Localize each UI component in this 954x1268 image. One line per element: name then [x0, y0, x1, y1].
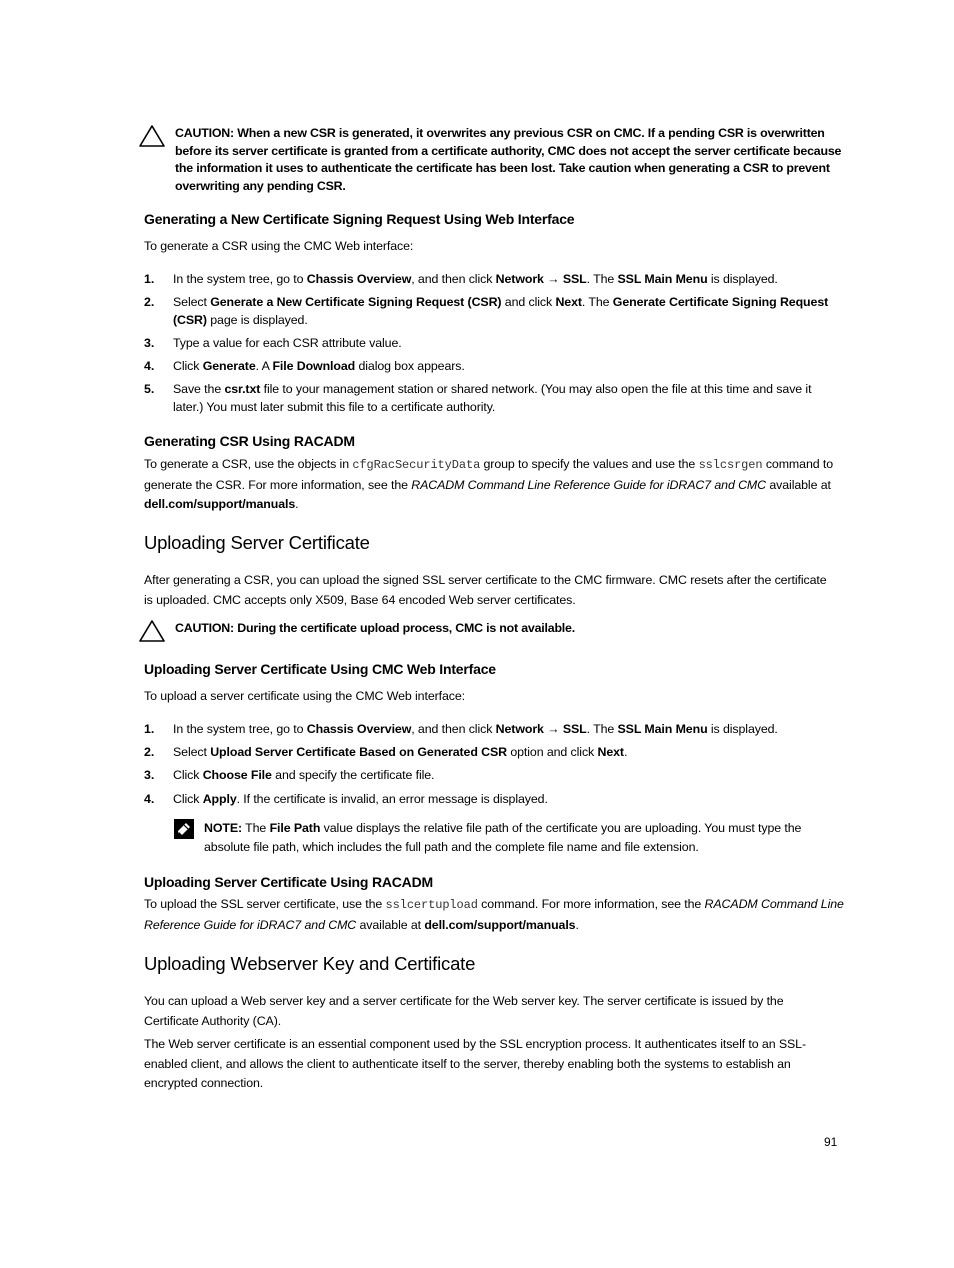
support-link[interactable]: dell.com/support/manuals: [144, 497, 296, 511]
step-text: Save the csr.txt file to your management station or shared network. (You may also open the file at this time and save it later.) You must later submit this file to a certificate authority.: [173, 382, 812, 414]
caution-triangle-icon: [138, 619, 166, 643]
step-number: 2.: [144, 295, 155, 309]
caution-note: [175, 620, 843, 638]
page-number: 91: [824, 1135, 838, 1149]
section-title: Uploading Webserver Key and Certificate: [144, 953, 476, 974]
step-number: 5.: [144, 382, 155, 396]
caution-text: During the certificate upload process, CMC is not available.: [237, 621, 575, 635]
code-command: sslcsrgen: [698, 458, 763, 472]
step-text: Click Generate. A File Download dialog box appears.: [173, 359, 465, 373]
paragraph: After generating a CSR, you can upload the signed SSL server certificate to the CMC firmware. CMC resets after the certificate is uploaded. CMC accepts only X509, Base 64 encoded Web server certificates.: [144, 573, 827, 607]
caution-triangle-icon: [138, 124, 166, 148]
code-object: cfgRacSecurityData: [352, 458, 481, 472]
step-number: 1.: [144, 272, 155, 286]
note-pencil-icon: [173, 818, 195, 840]
support-link[interactable]: dell.com/support/manuals: [424, 917, 576, 932]
step-text: Select Generate a New Certificate Signing Request (CSR) and click Next. The Generate Certificate Signing Request (CSR) page is displayed.: [173, 295, 829, 327]
note-text: NOTE: The File Path value displays the relative file path of the certificate you are uploading. You must type the absolute file path, which includes the full path and the complete file name and file extension.: [204, 821, 802, 854]
reference-guide-title: RACADM Command Line Reference Guide for iDRAC7 and CMC: [411, 477, 767, 492]
paragraph: To upload the SSL server certificate, use the sslcertupload command. For more information, see the RACADM Command Line Reference Guide for iDRAC7 and CMC available at dell.com/support/manuals.: [144, 897, 844, 932]
step-text: Click Apply. If the certificate is invalid, an error message is displayed.: [173, 792, 548, 806]
step-number: 1.: [144, 722, 155, 736]
step-number: 3.: [144, 336, 155, 350]
section-heading: Generating a New Certificate Signing Request Using Web Interface: [144, 211, 575, 227]
caution-label: CAUTION:: [175, 621, 234, 635]
step-text: In the system tree, go to Chassis Overview, and then click Network → SSL. The SSL Main Menu is displayed.: [173, 722, 778, 736]
paragraph: To upload a server certificate using the CMC Web interface:: [144, 689, 465, 703]
step-text: Click Choose File and specify the certificate file.: [173, 768, 435, 782]
caution-note: [175, 125, 843, 195]
paragraph: You can upload a Web server key and a server certificate for the Web server key. The server certificate is issued by the Certificate Authority (CA).: [144, 994, 784, 1028]
step-text: Select Upload Server Certificate Based on Generated CSR option and click Next.: [173, 745, 628, 759]
step-number: 4.: [144, 359, 155, 373]
section-heading: Uploading Server Certificate Using RACADM: [144, 874, 433, 890]
caution-label: CAUTION:: [175, 126, 234, 140]
step-number: 4.: [144, 792, 155, 806]
section-heading: Generating CSR Using RACADM: [144, 433, 355, 449]
step-number: 3.: [144, 768, 155, 782]
paragraph: To generate a CSR using the CMC Web interface:: [144, 239, 414, 253]
reference-guide-title: RACADM Command Line Reference Guide for iDRAC7 and CMC: [144, 897, 844, 932]
step-text: Type a value for each CSR attribute value.: [173, 336, 402, 350]
paragraph: To generate a CSR, use the objects in cfgRacSecurityData group to specify the values and use the sslcsrgen command to generate the CSR. For more information, see the RACADM Command Line Reference Guide for iDRAC7 and CMC available at dell.com/support/manuals.: [144, 457, 834, 511]
step-text: In the system tree, go to Chassis Overview, and then click Network → SSL. The SSL Main Menu is displayed.: [173, 272, 778, 286]
caution-text: When a new CSR is generated, it overwrites any previous CSR on CMC. If a pending CSR is overwritten before its server certificate is granted from a certificate authority, CMC does not accept the server certificate because the information it uses to authenticate the certificate has been lost. Take caution when generating a CSR to prevent overwriting any pending CSR.: [175, 126, 842, 193]
code-command: sslcertupload: [385, 898, 478, 912]
step-number: 2.: [144, 745, 155, 759]
section-title: Uploading Server Certificate: [144, 532, 370, 553]
note-label: NOTE:: [204, 821, 243, 835]
paragraph: The Web server certificate is an essential component used by the SSL encryption process. It authenticates itself to an SSL-enabled client, and allows the client to authenticate itself to the server, thereby enabling both the systems to establish an encrypted connection.: [144, 1037, 806, 1090]
section-heading: Uploading Server Certificate Using CMC Web Interface: [144, 661, 496, 677]
